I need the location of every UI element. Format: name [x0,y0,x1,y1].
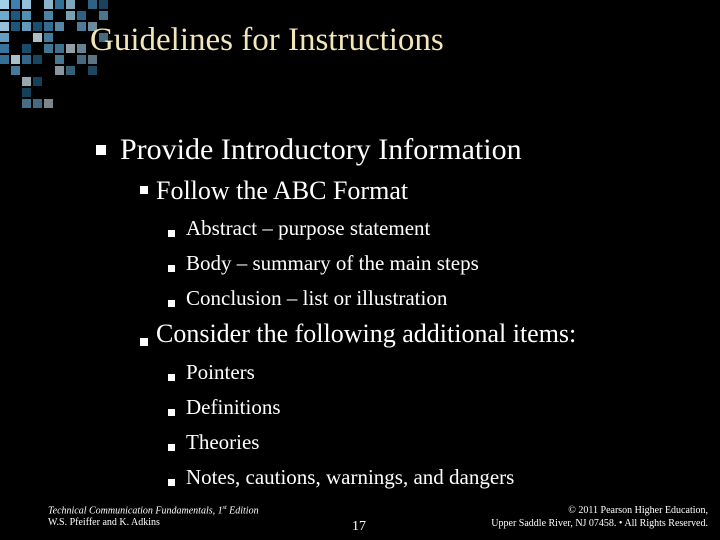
mosaic-tile [22,44,31,53]
list-item: Abstract – purpose statement [186,216,431,240]
mosaic-tile [33,55,42,64]
mosaic-tile [0,22,9,31]
footer-book-info [48,502,259,529]
mosaic-tile [44,44,53,53]
mosaic-tile [22,22,31,31]
mosaic-tile [44,33,53,42]
mosaic-tile [22,11,31,20]
mosaic-tile [44,11,53,20]
bullet-icon [168,300,175,307]
mosaic-tile [11,22,20,31]
mosaic-tile [11,11,20,20]
bullet-icon [168,479,175,486]
list-item: Notes, cautions, warnings, and dangers [186,465,515,489]
mosaic-tile [0,55,9,64]
mosaic-tile [33,33,42,42]
mosaic-tile [11,66,20,75]
group-heading-abc: Follow the ABC Format [156,176,409,205]
mosaic-tile [66,66,75,75]
bullet-icon [96,145,106,155]
bullet-icon [168,409,175,416]
slide-title: Guidelines for Instructions [90,22,444,58]
list-item: Conclusion – list or illustration [186,286,448,310]
mosaic-tile [33,99,42,108]
page-number: 17 [352,519,366,534]
mosaic-tile [99,11,108,20]
bullet-icon [168,444,175,451]
mosaic-tile [55,22,64,31]
mosaic-tile [0,11,9,20]
copyright-line-1: © 2011 Pearson Higher Education, [568,505,708,516]
mosaic-tile [0,0,9,9]
mosaic-tile [66,0,75,9]
mosaic-tile [77,22,86,31]
mosaic-tile [44,99,53,108]
mosaic-tile [77,11,86,20]
group-heading-additional: Consider the following additional items: [156,319,577,348]
mosaic-tile [55,0,64,9]
mosaic-tile [55,44,64,53]
list-item: Pointers [186,360,255,384]
list-item: Theories [186,430,260,454]
mosaic-tile [55,66,64,75]
mosaic-tile [22,88,31,97]
list-item: Body – summary of the main steps [186,251,479,275]
mosaic-tile [55,55,64,64]
mosaic-tile [0,33,9,42]
footer-copyright [491,504,708,530]
mosaic-tile [33,22,42,31]
mosaic-tile [99,0,108,9]
copyright-line-2: Upper Saddle River, NJ 07458. • All Rights Reserved. [491,518,708,529]
bullet-icon [168,265,175,272]
list-item: Definitions [186,395,281,419]
book-authors: W.S. Pfeiffer and K. Adkins [48,517,160,529]
mosaic-tile [88,66,97,75]
book-edition: Edition [226,505,259,517]
mosaic-tile [22,55,31,64]
mosaic-tile [88,0,97,9]
mosaic-tile [33,77,42,86]
bullet-icon [140,338,148,346]
bullet-icon [168,230,175,237]
mosaic-tile [66,44,75,53]
mosaic-tile [22,0,31,9]
book-title-sup: st [222,505,227,511]
mosaic-tile [66,11,75,20]
mosaic-tile [22,99,31,108]
level1-point: Provide Introductory Information [120,133,522,166]
mosaic-tile [44,0,53,9]
mosaic-tile [11,0,20,9]
mosaic-tile [22,77,31,86]
book-title: Technical Communication Fundamentals, 1 [48,505,223,517]
mosaic-tile [77,44,86,53]
bullet-icon [168,374,175,381]
mosaic-tile [11,55,20,64]
mosaic-tile [0,44,9,53]
bullet-icon [140,186,148,194]
mosaic-tile [77,55,86,64]
mosaic-tile [44,22,53,31]
